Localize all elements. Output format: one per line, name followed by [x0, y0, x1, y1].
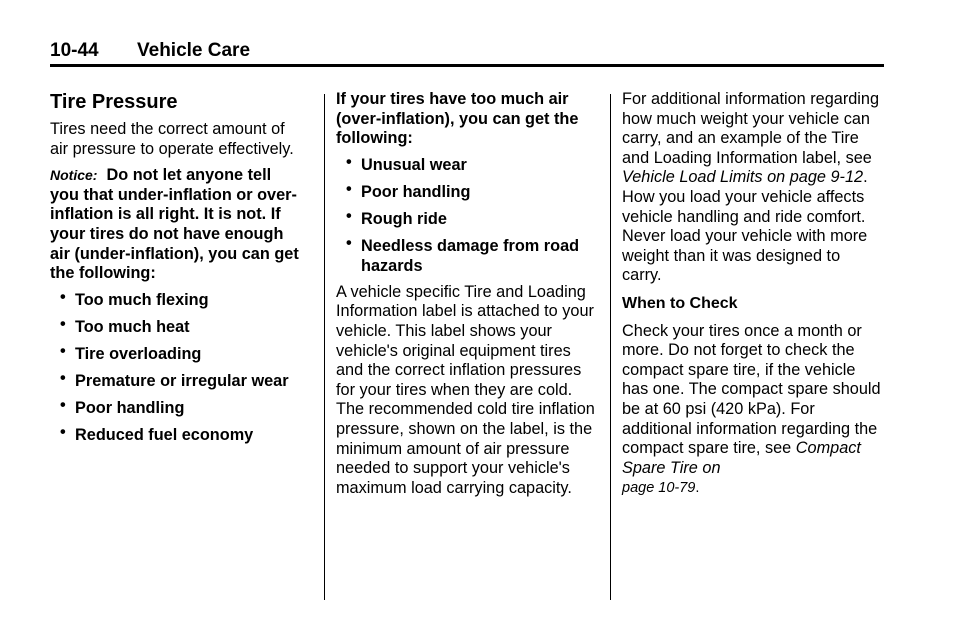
list-item-text: Tire overloading [75, 344, 202, 363]
bullet-icon: • [60, 287, 66, 306]
column-2 [336, 90, 600, 498]
list-item-text: Premature or irregular wear [75, 372, 289, 391]
list-item [336, 152, 600, 176]
column-3 [622, 90, 884, 499]
list-item-text: Too much flexing [75, 290, 209, 309]
list-item-text: Needless damage from road hazards [361, 237, 580, 275]
list-item-text: Reduced fuel economy [75, 426, 254, 445]
list-item [336, 179, 600, 203]
bullet-icon: • [60, 314, 66, 333]
page-number: 10-44 [50, 40, 99, 61]
underinflation-list [50, 287, 302, 446]
load-info-paragraph [622, 90, 884, 188]
bullet-icon: • [60, 369, 66, 388]
column-1 [50, 90, 302, 453]
column-divider-1 [324, 94, 325, 600]
list-item [50, 396, 302, 419]
list-item [50, 341, 302, 365]
list-item [336, 206, 600, 230]
bullet-icon: • [60, 341, 66, 360]
notice-text: Do not let anyone tell you that under-inflation or over-inflation is all right. It is not. If your tires do not have enough air (under-inflation), you can get the following: [50, 166, 299, 283]
label-paragraph: A vehicle specific Tire and Loading Information label is attached to your vehicle. This label shows your vehicle's original equipment tires and the correct inflation pressures for your tires when they are cold. The recommended cold tire inflation pressure, shown on the label, is the minimum amount of air pressure needed to support your vehicle's maximum load carrying capacity. [336, 282, 595, 497]
list-item-text: Too much heat [75, 317, 190, 336]
list-item-text: Rough ride [361, 209, 447, 228]
period: . [863, 168, 868, 187]
list-item-text: Poor handling [361, 182, 471, 201]
section-title: Vehicle Care [137, 40, 251, 61]
column-divider-2 [610, 94, 611, 600]
bullet-icon: • [60, 396, 66, 415]
list-item [50, 369, 302, 392]
bullet-icon: • [346, 179, 352, 198]
notice-label: Notice: [50, 167, 98, 184]
load-limits-reference[interactable]: Vehicle Load Limits on page 9-12 [622, 168, 864, 187]
compact-spare-page[interactable]: page 10-79 [622, 480, 696, 497]
loading-paragraph: How you load your vehicle affects vehicle handling and ride comfort. Never load your vehicle with more weight than it was designed to carry. [622, 187, 868, 285]
overinflation-intro: If your tires have too much air (over-inflation), you can get the following: [336, 90, 579, 148]
bullet-icon: • [60, 423, 66, 442]
bullet-icon: • [346, 206, 352, 225]
list-item-text: Poor handling [75, 399, 185, 418]
header-rule [50, 64, 884, 67]
load-info-text: For additional information regarding how much weight your vehicle can carry, and an example of the Tire and Loading Information label, see [622, 90, 880, 167]
intro-paragraph: Tires need the correct amount of air pressure to operate effectively. [50, 120, 294, 158]
list-item [336, 234, 600, 276]
notice-paragraph [50, 166, 302, 284]
period-2: . [695, 480, 700, 497]
list-item [50, 314, 302, 338]
check-paragraph [622, 322, 884, 499]
bullet-icon: • [346, 234, 352, 253]
list-item [50, 287, 302, 311]
list-item-text: Unusual wear [361, 155, 467, 174]
compact-spare-reference[interactable]: Compact Spare Tire on [622, 439, 861, 477]
when-to-check-heading: When to Check [622, 294, 738, 312]
overinflation-list [336, 152, 600, 276]
bullet-icon: • [346, 152, 352, 171]
section-heading: Tire Pressure [50, 91, 178, 113]
check-text: Check your tires once a month or more. Do not forget to check the compact spare tire, if the vehicle has one. The compact spare should be at 60 psi (420 kPa). For additional information regarding the compact spare tire, see [622, 321, 881, 458]
list-item [50, 423, 302, 446]
